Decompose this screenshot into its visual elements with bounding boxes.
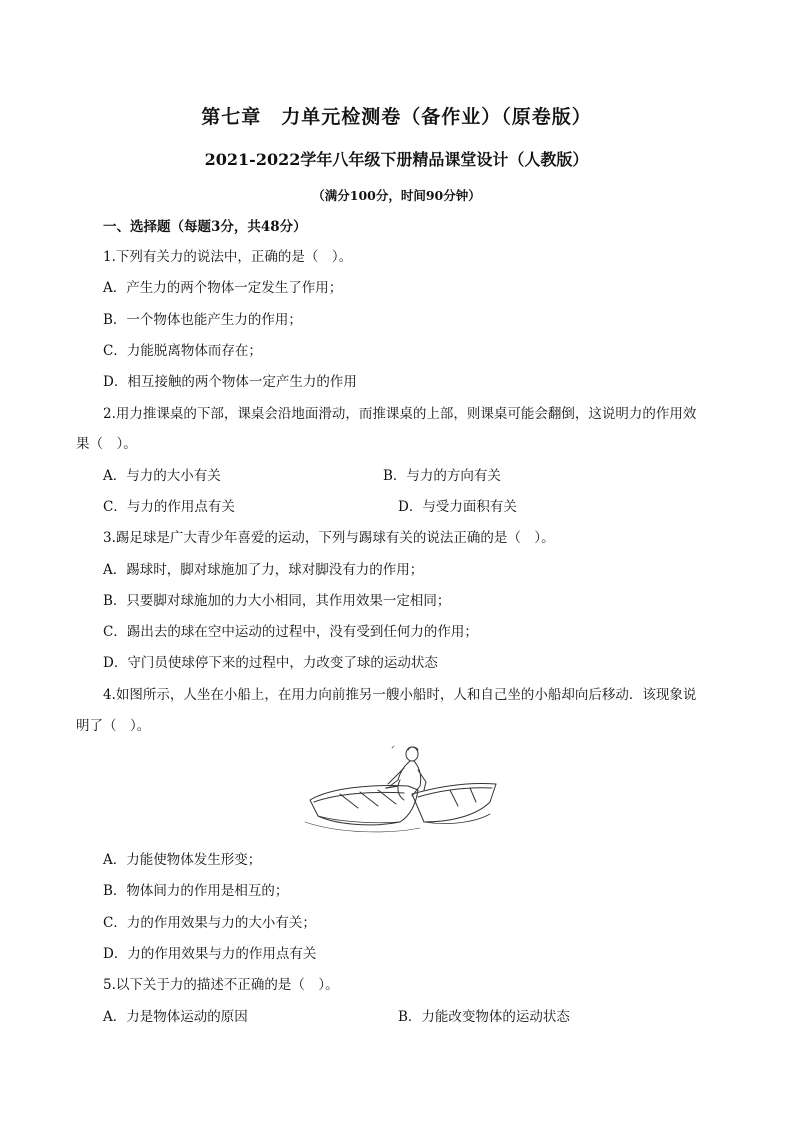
question-3-option-c: C．踢出去的球在空中运动的过程中，没有受到任何力的作用； <box>103 624 478 640</box>
question-3-option-d: D．守门员使球停下来的过程中，力改变了球的运动状态 <box>103 655 438 671</box>
section-heading: 一、选择题（每题3分，共48分） <box>103 219 307 235</box>
question-4-option-a: A．力能使物体发生形变； <box>103 852 262 868</box>
question-1-stem: 1.下列有关力的说法中，正确的是（ ）。 <box>103 249 353 265</box>
question-1-option-b: B．一个物体也能产生力的作用； <box>103 312 302 328</box>
question-4-option-d: D．力的作用效果与力的作用点有关 <box>103 946 317 962</box>
question-3-stem: 3.踢足球是广大青少年喜爱的运动，下列与踢球有关的说法正确的是（ ）。 <box>103 530 555 546</box>
question-5-option-b: B．力能改变物体的运动状态 <box>398 1009 570 1025</box>
question-3-option-b: B．只要脚对球施加的力大小相同，其作用效果一定相同； <box>103 593 451 609</box>
page-title: 第七章 力单元检测卷（备作业）（原卷版） <box>201 106 592 128</box>
question-2-stem-line-2: 果（ ）。 <box>76 436 137 452</box>
question-2-option-b: B．与力的方向有关 <box>383 468 501 484</box>
question-4-option-b: B．物体间力的作用是相互的； <box>103 883 289 899</box>
question-1-option-c: C．力能脱离物体而存在； <box>103 343 262 359</box>
question-1-option-d: D．相互接触的两个物体一定产生力的作用 <box>103 374 357 390</box>
question-4-option-c: C．力的作用效果与力的大小有关； <box>103 915 316 931</box>
question-5-stem: 5.以下关于力的描述不正确的是（ ）。 <box>103 977 339 993</box>
score-time-note: （满分100分，时间90分钟） <box>312 188 481 203</box>
boat-figure-illustration <box>300 742 500 838</box>
question-1-option-a: A．产生力的两个物体一定发生了作用； <box>103 280 343 296</box>
question-4-stem-line-1: 4.如图所示，人坐在小船上，在用力向前推另一艘小船时，人和自己坐的小船却向后移动．该现象说 <box>103 687 697 703</box>
question-2-option-c: C．与力的作用点有关 <box>103 499 235 515</box>
question-2-stem-line-1: 2.用力推课桌的下部，课桌会沿地面滑动，而推课桌的上部，则课桌可能会翻倒，这说明力的作用效 <box>103 406 697 422</box>
question-5-option-a: A．力是物体运动的原因 <box>103 1009 248 1025</box>
page-subtitle: 2021-2022学年八年级下册精品课堂设计（人教版） <box>204 150 589 169</box>
question-3-option-a: A．踢球时，脚对球施加了力，球对脚没有力的作用； <box>103 562 424 578</box>
question-2-option-a: A．与力的大小有关 <box>103 468 221 484</box>
question-4-stem-line-2: 明了（ ）。 <box>76 718 151 734</box>
question-2-option-d: D．与受力面积有关 <box>398 499 517 515</box>
